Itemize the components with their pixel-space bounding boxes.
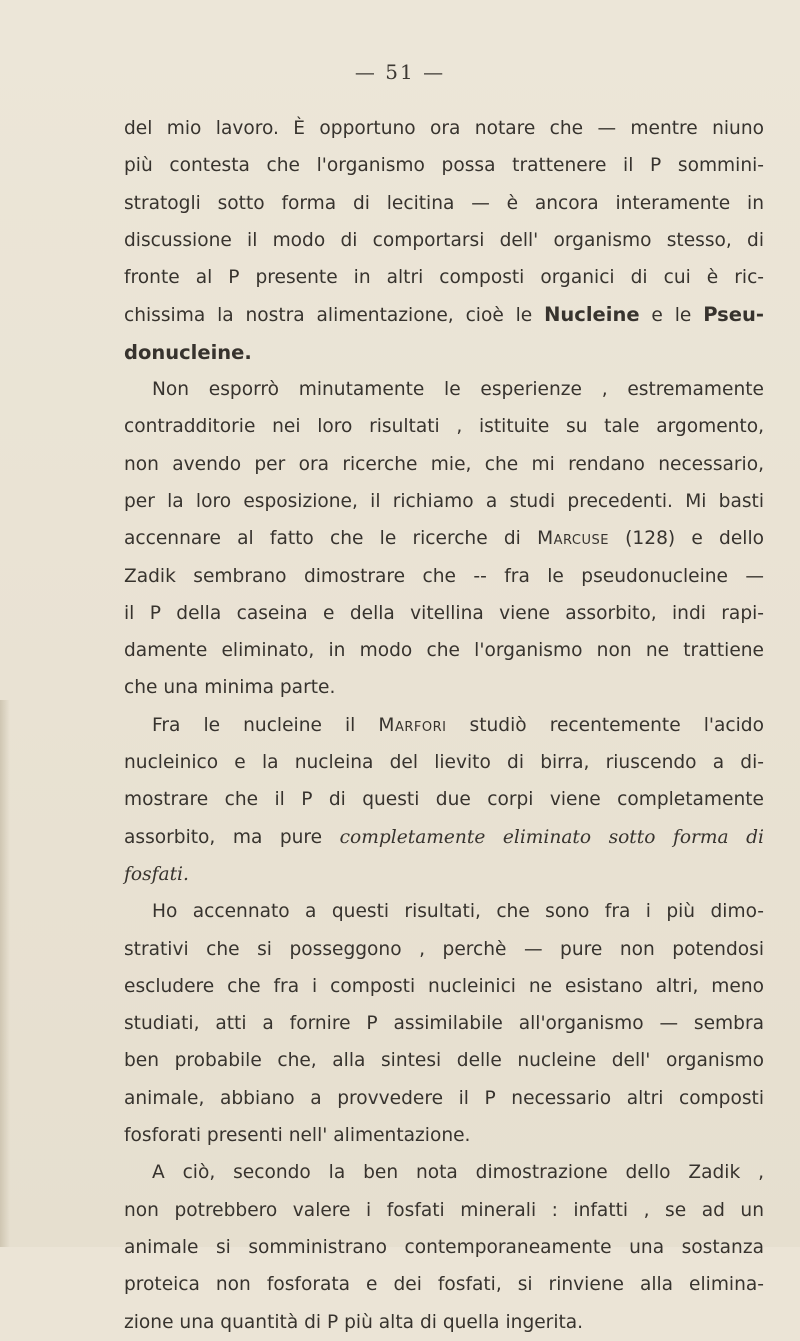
text-line: nucleinico e la nucleina del lievito di birra, riuscendo a di-	[124, 752, 764, 774]
text-line: non potrebbero valere i fosfati minerali : infatti , se ad un	[124, 1199, 764, 1221]
text-line: fosforati presenti nell' alimentazione.	[124, 1125, 471, 1147]
text-line: fosfati.	[124, 863, 189, 885]
text-span: Fra le nucleine il	[152, 714, 356, 736]
author-marcuse: Marcuse	[537, 528, 609, 550]
body-text	[124, 110, 764, 1341]
text-line: escludere che fra i composti nucleinici ne esistano altri, meno	[124, 975, 764, 997]
text-line: fronte al P presente in altri composti organici di cui è ric-	[124, 267, 764, 289]
author-marfori: Marfori	[378, 714, 447, 736]
paragraph-start: Ho accennato a questi risultati, che sono fra i più dimo-	[152, 901, 764, 923]
text-span: (128) e dello	[625, 528, 764, 550]
page-edge-shadow	[0, 700, 10, 1247]
text-line: strativi che si posseggono , perchè — pure non potendosi	[124, 938, 764, 960]
text-line: Zadik sembrano dimostrare che -- fra le pseudonucleine —	[124, 565, 764, 587]
term-pseudonucleine: Pseu-	[703, 303, 764, 327]
text-line: discussione il modo di comportarsi dell' organismo stesso, di	[124, 229, 764, 251]
text-line: studiati, atti a fornire P assimilabile all'organismo — sembra	[124, 1013, 764, 1035]
text-line: animale si somministrano contemporaneamente una sostanza	[124, 1236, 764, 1258]
text-line: che una minima parte.	[124, 677, 336, 699]
text-line: per la loro esposizione, il richiamo a studi precedenti. Mi basti	[124, 490, 764, 512]
term-nucleine: Nucleine	[544, 303, 640, 327]
text-line: animale, abbiano a provvedere il P necessario altri composti	[124, 1087, 764, 1109]
text-line: più contesta che l'organismo possa trattenere il P sommini-	[124, 155, 764, 177]
page-number: — 51 —	[354, 60, 446, 84]
text-line: il P della caseina e della vitellina viene assorbito, indi rapi-	[124, 602, 764, 624]
text-line: non avendo per ora ricerche mie, che mi rendano necessario,	[124, 453, 764, 475]
text-line: damente eliminato, in modo che l'organismo non ne trattiene	[124, 640, 764, 662]
text-line: proteica non fosforata e dei fosfati, si rinviene alla elimina-	[124, 1274, 764, 1296]
text-line	[124, 819, 764, 856]
text-span: assorbito, ma pure	[124, 826, 323, 848]
text-line: donucleine.	[124, 340, 252, 364]
text-span: accennare al fatto che le ricerche di	[124, 528, 521, 550]
text-line: mostrare che il P di questi due corpi viene completamente	[124, 789, 764, 811]
paragraph-start: Non esporrò minutamente le esperienze , estremamente	[152, 379, 764, 401]
text-span: chissima la nostra alimentazione, cioè le	[124, 305, 533, 327]
italic-emphasis: completamente eliminato sotto forma di	[339, 826, 764, 848]
text-span: studiò recentemente l'acido	[469, 714, 764, 736]
text-line: del mio lavoro. È opportuno ora notare che — mentre niuno	[124, 118, 764, 139]
text-line: ben probabile che, alla sintesi delle nucleine dell' organismo	[124, 1050, 764, 1072]
text-line	[124, 520, 764, 557]
text-line: zione una quantità di P più alta di quella ingerita.	[124, 1311, 584, 1333]
text-line: contradditorie nei loro risultati , istituite su tale argomento,	[124, 416, 764, 438]
text-line: stratogli sotto forma di lecitina — è ancora interamente in	[124, 192, 764, 214]
paragraph-start	[124, 707, 764, 744]
text-line	[124, 296, 764, 333]
text-span: e le	[651, 305, 692, 327]
paragraph-start: A ciò, secondo la ben nota dimostrazione dello Zadik ,	[152, 1162, 764, 1184]
